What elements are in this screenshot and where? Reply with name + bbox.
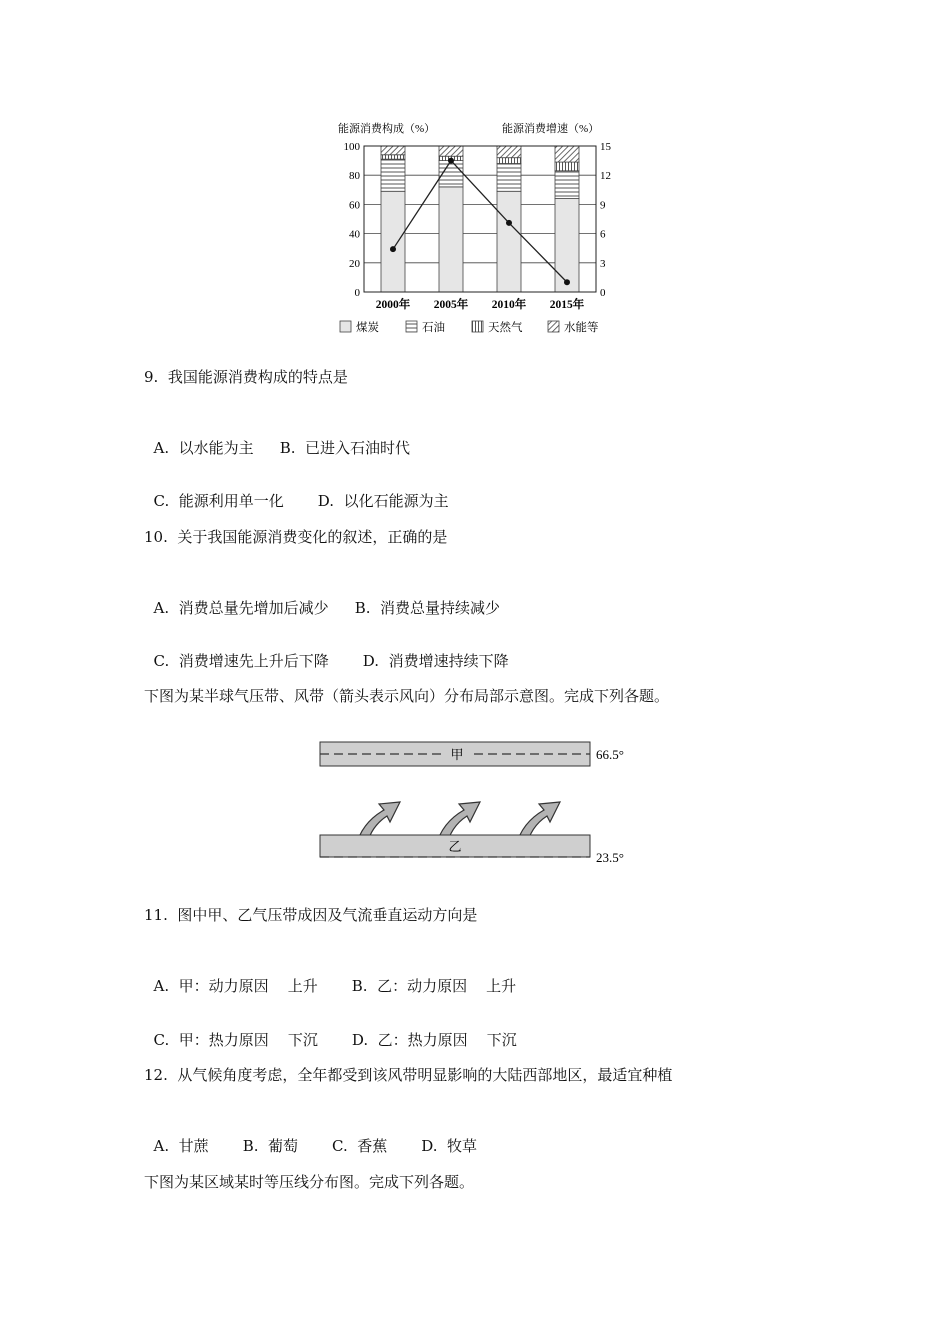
bar-segment — [555, 199, 579, 292]
bar-segment — [497, 146, 521, 158]
q9-stem: 9. 我国能源消费构成的特点是 — [144, 368, 348, 386]
q9-option-d[interactable]: D. 以化石能源为主 — [317, 492, 449, 510]
left-tick-label: 40 — [349, 228, 360, 241]
x-tick-label: 2010年 — [491, 299, 527, 311]
lat-66-label: 66.5° — [596, 747, 624, 762]
left-tick-label: 60 — [349, 199, 360, 212]
q10-option-d[interactable]: D. 消费增速持续下降 — [362, 652, 509, 670]
bar-segment — [439, 146, 463, 156]
q11-stem: 11. 图中甲、乙气压带成因及气流垂直运动方向是 — [144, 906, 478, 924]
legend-swatch — [472, 321, 483, 332]
right-tick-label: 6 — [600, 228, 606, 241]
intro-pressure-belts: 下图为某半球气压带、风带（箭头表示风向）分布局部示意图。完成下列各题。 — [144, 687, 670, 705]
left-tick-label: 100 — [343, 141, 360, 153]
bar-segment — [381, 159, 405, 191]
q10-option-a[interactable]: A. 消费总量先增加后减少 — [153, 599, 329, 617]
energy-chart — [330, 118, 620, 340]
legend-label: 煤炭 — [356, 322, 379, 334]
legend-label: 水能等 — [564, 322, 599, 334]
right-tick-label: 15 — [600, 141, 611, 153]
right-tick-label: 9 — [600, 199, 606, 212]
q11-option-b[interactable]: B. 乙：动力原因 上升 — [351, 977, 517, 995]
q12-option-c[interactable]: C. 香蕉 — [332, 1137, 388, 1155]
belt-jia-label: 甲 — [450, 747, 464, 762]
q10-option-c[interactable]: C. 消费增速先上升后下降 — [153, 652, 329, 670]
x-tick-label: 2000年 — [375, 299, 411, 311]
growth-rate-point — [506, 220, 512, 226]
q10-options — [144, 579, 500, 618]
q10-stem: 10. 关于我国能源消费变化的叙述，正确的是 — [144, 528, 448, 546]
growth-rate-line — [393, 161, 567, 283]
q10-option-b[interactable]: B. 消费总量持续减少 — [354, 599, 501, 617]
left-axis-title: 能源消费构成（%） — [338, 123, 436, 135]
intro-isobar: 下图为某区域某时等压线分布图。完成下列各题。 — [144, 1173, 475, 1191]
q11-options — [144, 957, 516, 996]
q11-option-a[interactable]: A. 甲：动力原因 上升 — [153, 977, 318, 995]
x-tick-label: 2015年 — [549, 299, 585, 311]
right-tick-label: 0 — [600, 287, 606, 299]
q11-option-c[interactable]: C. 甲：热力原因 下沉 — [153, 1031, 318, 1049]
lat-23-label: 23.5° — [596, 850, 624, 865]
q9-options-2 — [144, 472, 449, 511]
pressure-belt-figure — [312, 736, 642, 868]
left-tick-label: 0 — [354, 287, 360, 299]
bar-segment — [381, 155, 405, 159]
legend-label: 石油 — [422, 322, 445, 334]
legend-label: 天然气 — [488, 322, 523, 334]
bar-segment — [497, 191, 521, 292]
growth-rate-point — [564, 279, 570, 285]
bar-segment — [497, 164, 521, 192]
q12-option-b[interactable]: B. 葡萄 — [242, 1137, 299, 1155]
right-tick-label: 3 — [600, 257, 606, 270]
growth-rate-point — [390, 246, 396, 252]
growth-rate-point — [448, 158, 454, 164]
q12-stem: 12. 从气候角度考虑，全年都受到该风带明显影响的大陆西部地区，最适宜种植 — [144, 1066, 673, 1084]
q12-option-a[interactable]: A. 甘蔗 — [153, 1137, 209, 1155]
right-tick-label: 12 — [600, 170, 611, 183]
q10-options-2 — [144, 632, 509, 671]
bar-segment — [555, 162, 579, 171]
bar-segment — [381, 146, 405, 155]
q11-options-2 — [144, 1011, 517, 1050]
legend-swatch — [340, 321, 351, 332]
bar-segment — [555, 171, 579, 199]
q12-options — [144, 1117, 477, 1156]
bar-segment — [555, 146, 579, 162]
q9-option-c[interactable]: C. 能源利用单一化 — [153, 492, 284, 510]
q11-option-d[interactable]: D. 乙：热力原因 下沉 — [351, 1031, 517, 1049]
q9-option-a[interactable]: A. 以水能为主 — [153, 439, 254, 457]
left-tick-label: 20 — [349, 257, 360, 270]
bar-segment — [439, 187, 463, 292]
q9-options — [144, 419, 410, 458]
q12-option-d[interactable]: D. 牧草 — [421, 1137, 478, 1155]
q9-option-b[interactable]: B. 已进入石油时代 — [279, 439, 411, 457]
bar-segment — [381, 191, 405, 292]
right-axis-title: 能源消费增速（%） — [502, 123, 600, 135]
left-tick-label: 80 — [349, 170, 360, 183]
legend-swatch — [548, 321, 559, 332]
x-tick-label: 2005年 — [433, 299, 469, 311]
legend-swatch — [406, 321, 417, 332]
belt-yi-label: 乙 — [448, 839, 462, 854]
bar-segment — [497, 158, 521, 164]
